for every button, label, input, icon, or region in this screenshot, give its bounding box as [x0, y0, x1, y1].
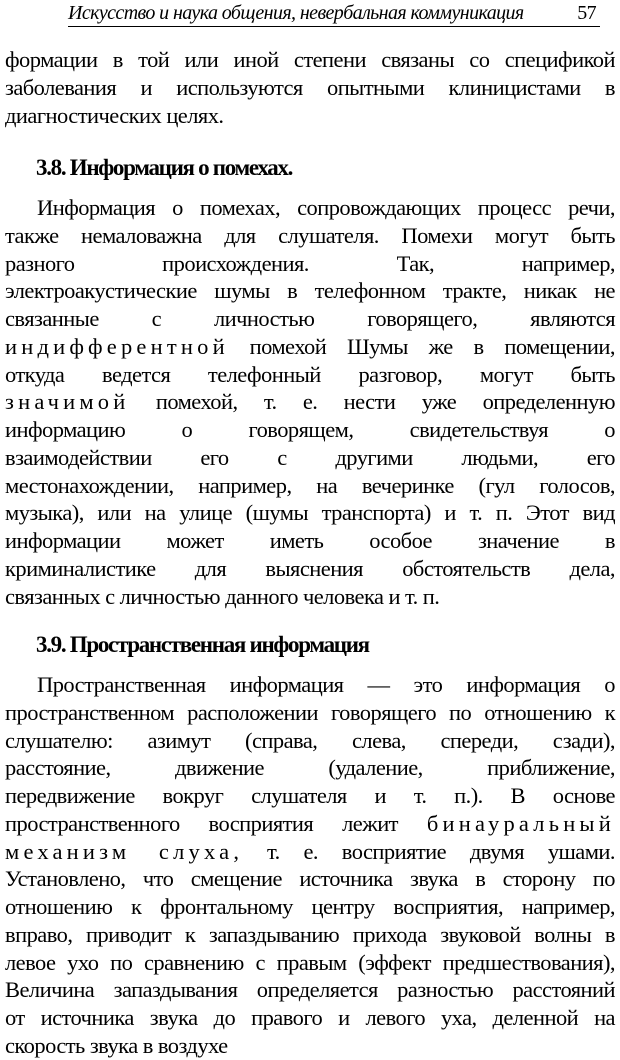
text-line: значимой помехой, т. е. нести уже определенную	[5, 389, 615, 415]
text-line: заболевания и используются опытными клиницистами в	[5, 74, 615, 100]
text-line: связанные с личностью говорящего, являются	[5, 306, 615, 331]
text-line: откуда ведется телефонный разговор, могут быть	[5, 361, 615, 387]
text-line: разного происхождения. Так, например,	[5, 250, 615, 276]
page-number: 57	[577, 2, 596, 24]
text-line: местонахождении, например, на вечеринке (гул голосов,	[5, 472, 615, 498]
paragraph-spatial-information	[5, 671, 615, 1060]
text-line: электроакустические шумы в телефонном тракте, никак не	[5, 278, 615, 304]
spaced-emphasis: значимой	[5, 389, 130, 415]
spaced-emphasis: индифферентной	[5, 333, 229, 359]
text-line: Пространственная информация — это информация о	[37, 672, 615, 697]
text-line: от источника звука до правого и левого уха, деленной на	[5, 1005, 615, 1030]
text-line: также немаловажна для слушателя. Помехи могут быть	[5, 222, 615, 248]
text-line: Величина запаздывания определяется разностью расстояний	[5, 977, 615, 1003]
text-line: диагностических целях.	[5, 102, 224, 128]
text-line: Установлено, что смещение источника звука в сторону по	[5, 866, 615, 892]
text-line: Информация о помехах, сопровождающих процесс речи,	[37, 195, 615, 220]
text-line: взаимодействии его с другими людьми, его	[5, 444, 615, 470]
text-line: расстояние, движение (удаление, приближение,	[5, 755, 615, 781]
text-line: индифферентной помехой Шумы же в помещении,	[5, 333, 615, 359]
text-line: вправо, приводит к запаздыванию прихода звуковой волны в	[5, 921, 615, 947]
spaced-emphasis: бинауральный	[426, 810, 615, 836]
text-line: пространственного восприятия лежит бинауральный	[5, 810, 615, 836]
text-line: отношению к фронтальному центру восприятия, например,	[5, 894, 615, 919]
text-line: формации в той или иной степени связаны со спецификой	[5, 47, 615, 72]
text-line: криминалистике для выяснения обстоятельств дела,	[5, 555, 615, 581]
text-line: связанных с личностью данного человека и т. п.	[5, 583, 440, 609]
paragraph-noise-information	[5, 194, 615, 610]
text-line: левое ухо по сравнению с правым (эффект предшествования),	[5, 949, 615, 975]
running-header	[68, 0, 600, 27]
text-line: информации может иметь особое значение в	[5, 528, 615, 553]
text-line: музыка), или на улице (шумы транспорта) и т. п. Этот вид	[5, 500, 615, 526]
text-line: скорость звука в воздухе	[5, 1032, 228, 1058]
running-header-title: Искусство и наука общения, невербальная коммуникация	[68, 2, 524, 24]
spaced-emphasis: механизм слуха,	[5, 838, 244, 864]
section-heading-3-9: 3.9. Пространственная информация	[36, 632, 369, 657]
section-heading-3-8: 3.8. Информация о помехах.	[36, 155, 293, 180]
text-line: информацию о говорящем, свидетельствуя о	[5, 417, 615, 442]
paragraph-continuation	[5, 46, 615, 129]
text-line: пространственном расположении говорящего по отношению к	[5, 699, 615, 725]
text-line: механизм слуха, т. е. восприятие двумя ушами.	[5, 838, 615, 864]
text-line: передвижение вокруг слушателя и т. п.). В основе	[5, 783, 615, 808]
text-line: слушателю: азимут (справа, слева, спереди, сзади),	[5, 727, 615, 753]
